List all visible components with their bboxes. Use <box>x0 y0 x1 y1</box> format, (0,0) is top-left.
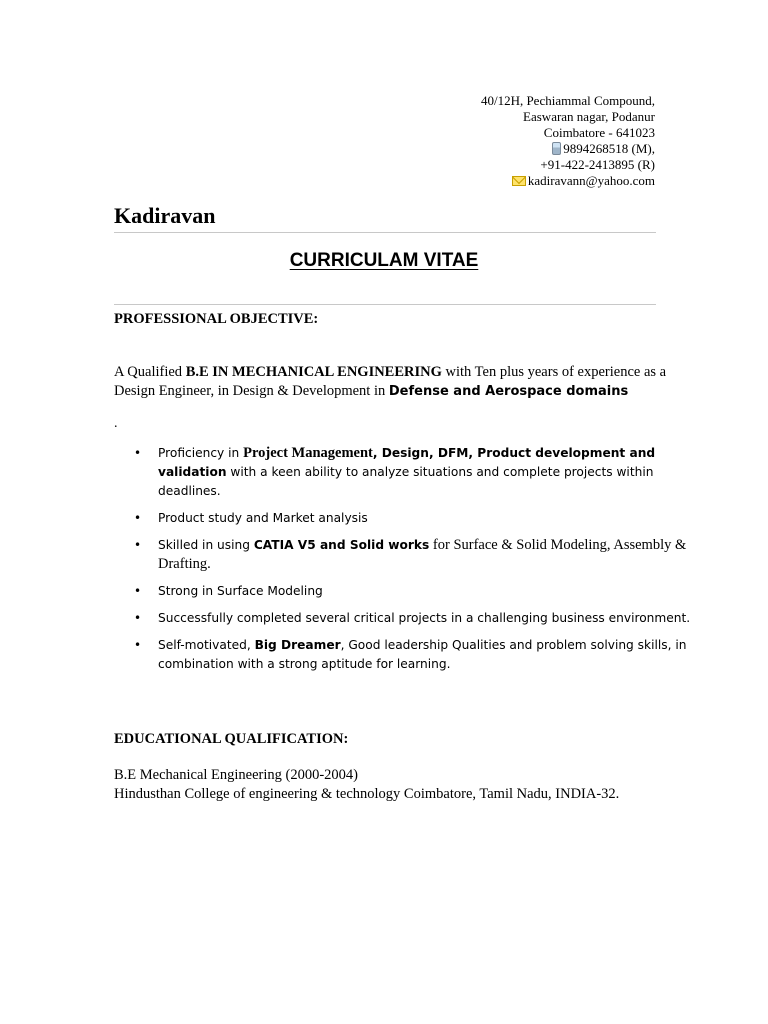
bullet-4-text: Strong in Surface Modeling <box>158 584 323 598</box>
objective-paragraph <box>114 363 674 401</box>
list-item <box>134 609 694 628</box>
document-title <box>0 250 768 272</box>
bullet-6-bold: Big Dreamer <box>254 638 341 652</box>
objective-domains: Defense and Aerospace domains <box>388 383 629 399</box>
bullet-6-text-b: , Good leadership Qualities and problem solving skills, in combination with a strong aptitude for learning. <box>158 638 687 671</box>
address-line-2: Easwaran nagar, Podanur <box>523 109 655 124</box>
email-line <box>481 173 655 189</box>
mobile-number-line <box>481 141 655 157</box>
list-item <box>134 582 694 601</box>
list-item <box>134 636 694 674</box>
bullet-1-text-b: with a keen ability to analyze situations and complete projects within deadlines. <box>158 465 654 498</box>
bullet-2-text: Product study and Market analysis <box>158 511 368 525</box>
mobile-number: 9894268518 (M), <box>563 141 655 156</box>
list-item <box>134 536 694 574</box>
bullet-3-text-a: Skilled in using <box>158 538 254 552</box>
bullet-1-text-a: Proficiency in <box>158 446 244 460</box>
list-item <box>134 444 694 501</box>
bullet-1-bold-a: Project Management <box>243 445 373 461</box>
education-college: Hindusthan College of engineering & technology Coimbatore, Tamil Nadu, INDIA-32. <box>114 786 620 802</box>
bullet-5-text: Successfully completed several critical projects in a challenging business environment. <box>158 611 691 625</box>
list-item <box>134 509 694 528</box>
objective-dot: . <box>114 416 118 431</box>
residence-phone: +91-422-2413895 (R) <box>540 157 655 172</box>
envelope-icon <box>512 176 526 186</box>
objective-text-middle: with Ten plus years of experience as a Design Engineer, in Design & Development in <box>114 364 667 399</box>
education-details <box>114 766 619 804</box>
objective-degree: B.E IN MECHANICAL ENGINEERING <box>185 364 442 380</box>
email-address: kadiravann@yahoo.com <box>527 173 655 188</box>
bullet-6-text-a: Self-motivated, <box>158 638 255 652</box>
bullet-icon: • <box>134 638 142 652</box>
bullet-3-bold: CATIA V5 and Solid works <box>253 538 430 552</box>
document-title-text: CURRICULAM VITAE <box>289 250 479 271</box>
bullet-3-text-b: for Surface & Solid Modeling, Assembly & Drafting. <box>158 537 687 572</box>
divider <box>114 304 656 305</box>
skills-list <box>134 444 694 674</box>
objective-text-start: A Qualified <box>114 364 186 380</box>
education-degree: B.E Mechanical Engineering (2000-2004) <box>114 767 359 783</box>
bullet-icon: • <box>134 511 142 525</box>
mobile-phone-icon <box>552 142 561 155</box>
address-line-3: Coimbatore - 641023 <box>543 125 655 140</box>
bullet-icon: • <box>134 584 142 598</box>
candidate-name: Kadiravan <box>114 203 216 228</box>
bullet-1-bold-b: , Design, DFM, Product development and validation <box>158 446 656 479</box>
divider <box>114 232 656 233</box>
address-line-1: 40/12H, Pechiammal Compound, <box>480 93 655 108</box>
bullet-icon: • <box>134 611 142 625</box>
section-heading-objective: PROFESSIONAL OBJECTIVE: <box>114 311 319 327</box>
section-heading-education: EDUCATIONAL QUALIFICATION: <box>114 731 349 747</box>
bullet-icon: • <box>134 446 142 460</box>
bullet-icon: • <box>134 538 142 552</box>
contact-address-block <box>481 93 655 189</box>
